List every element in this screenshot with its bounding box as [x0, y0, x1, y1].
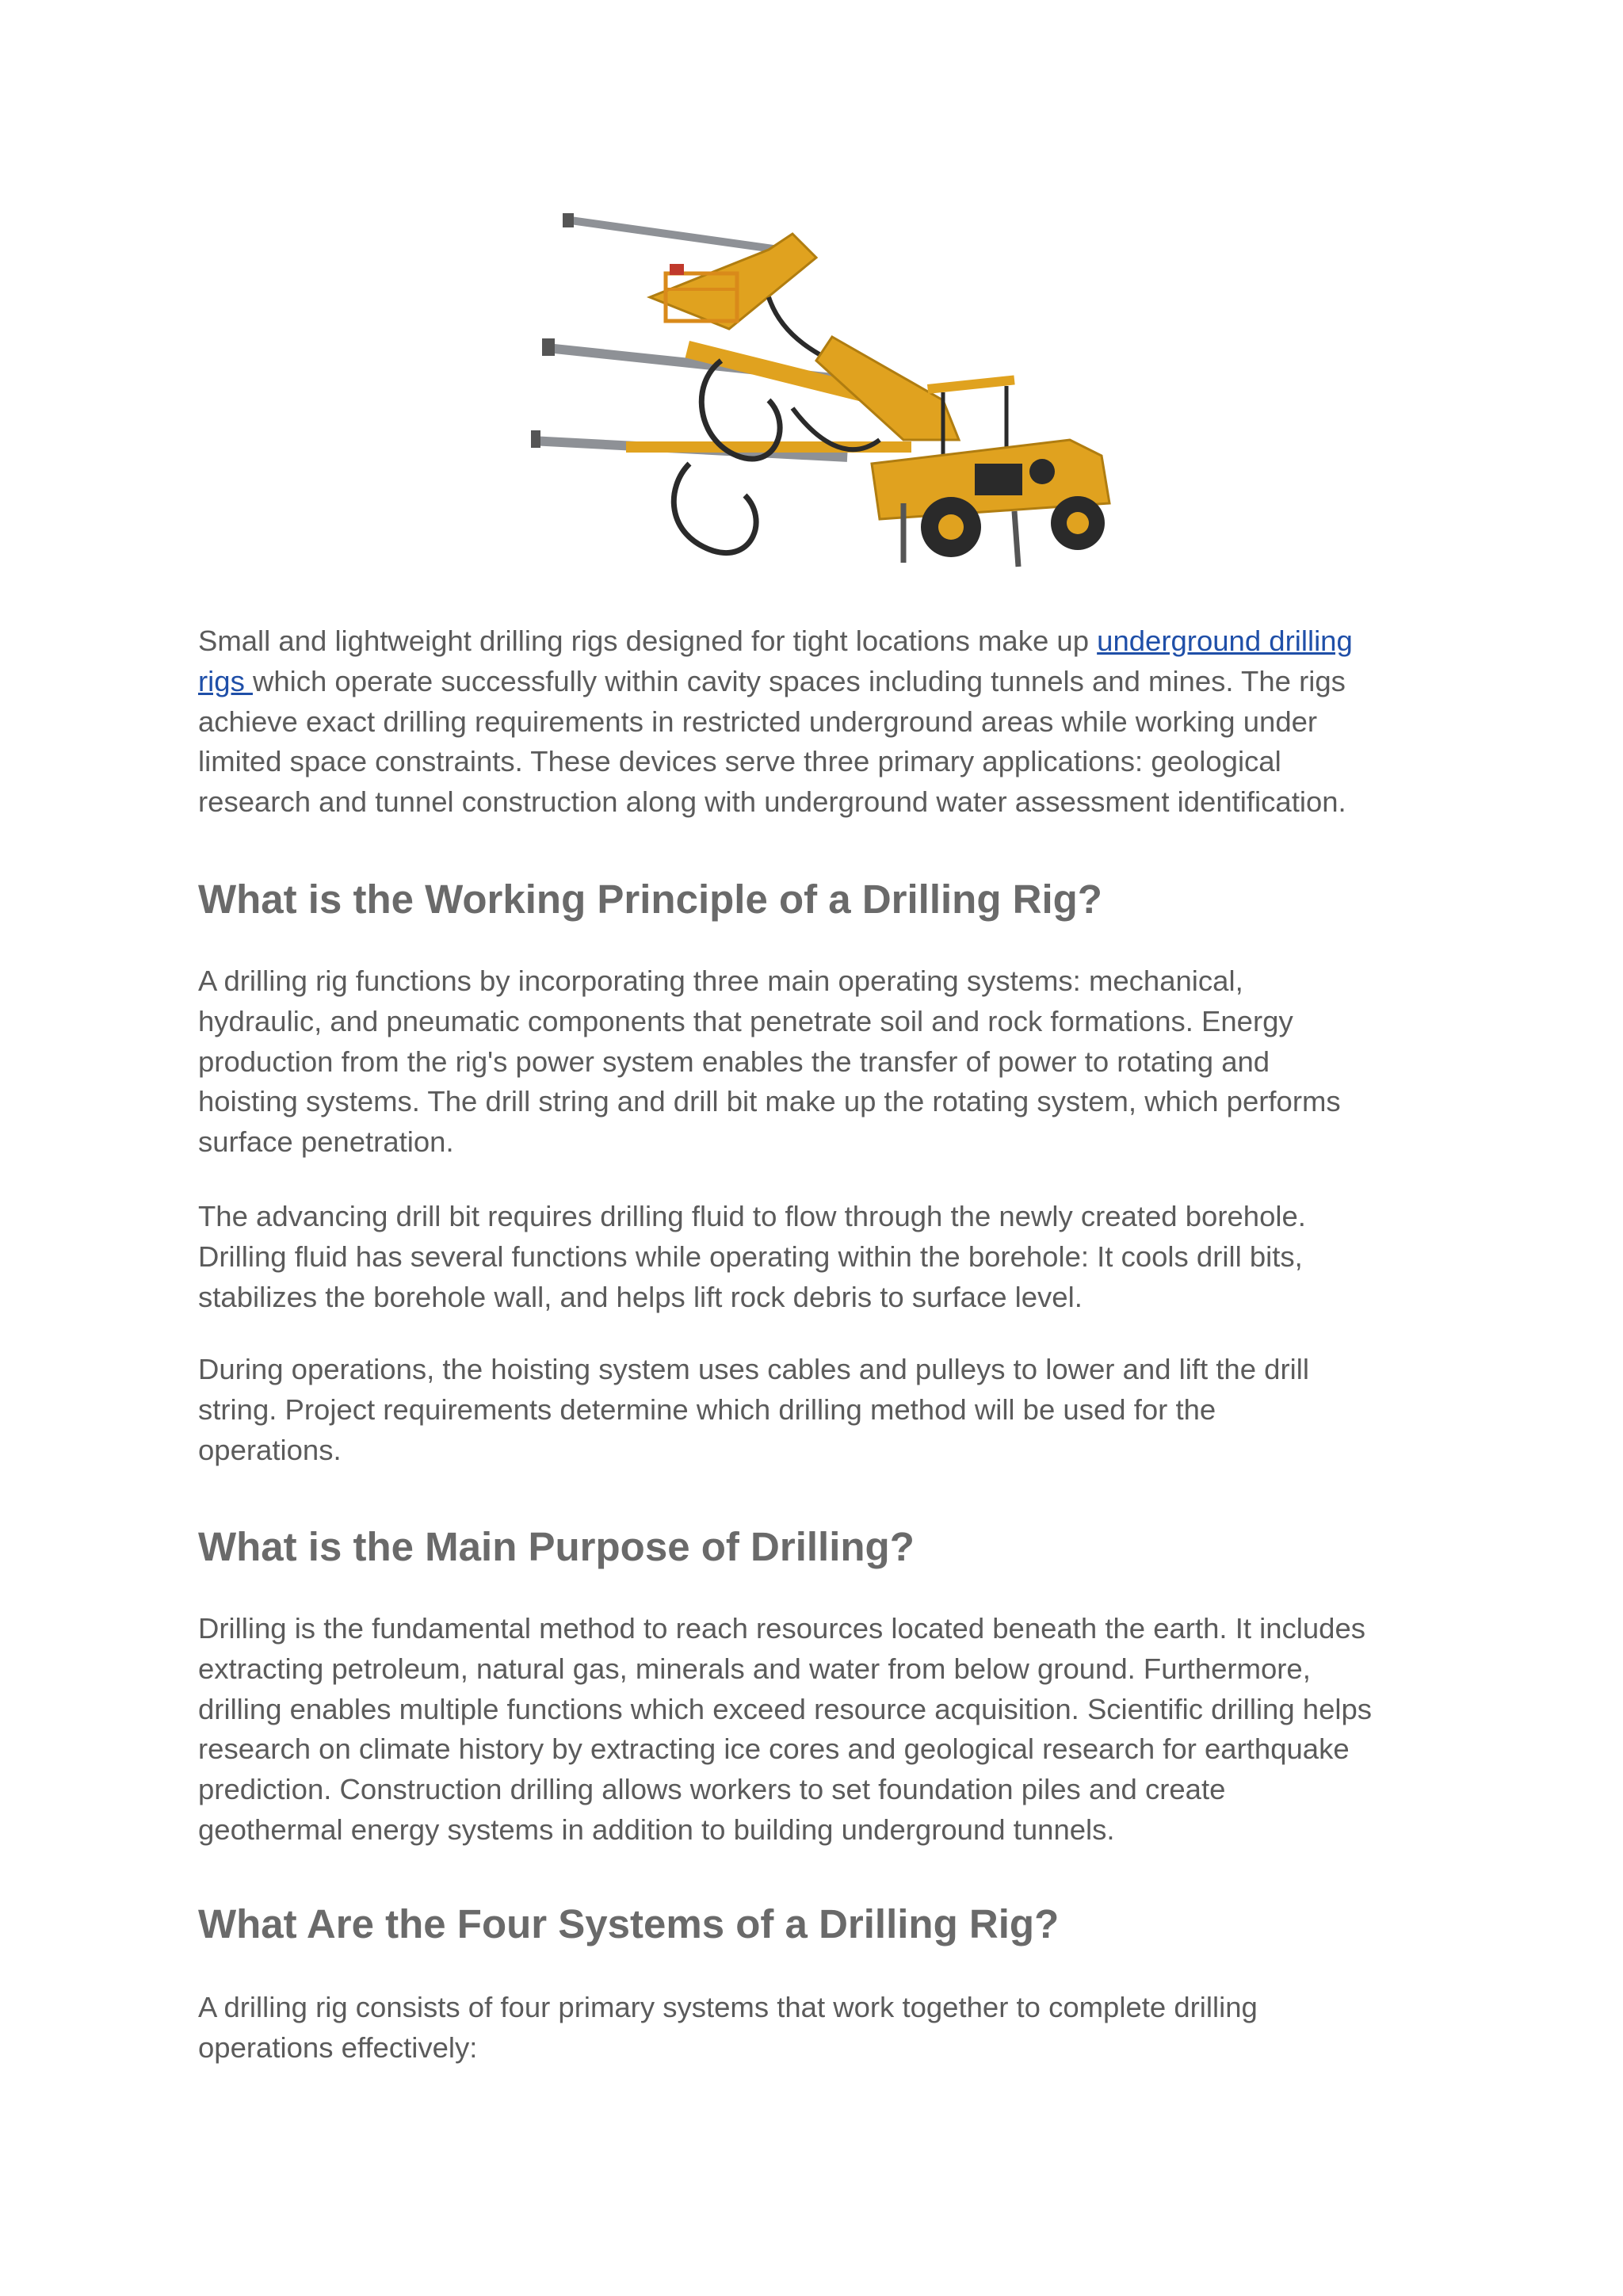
- paragraph-line: A drilling rig consists of four primary systems that work together to complete drilling: [198, 1991, 1258, 2023]
- underground-drilling-rig-image: [531, 202, 1133, 583]
- paragraph-line: extracting petroleum, natural gas, minerals and water from below ground. Furthermore,: [198, 1652, 1311, 1685]
- underground-drilling-rigs-link[interactable]: underground drilling: [1097, 625, 1353, 657]
- paragraph-line: geothermal energy systems in addition to building underground tunnels.: [198, 1813, 1115, 1846]
- paragraph-line: stabilizes the borehole wall, and helps lift rock debris to surface level.: [198, 1280, 1083, 1313]
- section-heading-working-principle: What is the Working Principle of a Drilling Rig?: [198, 877, 1102, 922]
- underground-drilling-rigs-link-cont[interactable]: rigs: [198, 664, 253, 697]
- paragraph-line: string. Project requirements determine which drilling method will be used for the: [198, 1392, 1216, 1426]
- section-paragraph: [198, 1197, 1434, 1317]
- paragraph-line: During operations, the hoisting system uses cables and pulleys to lower and lift the drill: [198, 1353, 1309, 1385]
- paragraph-line: prediction. Construction drilling allows workers to set foundation piles and create: [198, 1773, 1226, 1806]
- paragraph-line: The advancing drill bit requires drilling fluid to flow through the newly created borehole.: [198, 1200, 1306, 1232]
- intro-line: [198, 621, 1434, 662]
- paragraph-line: surface penetration.: [198, 1125, 454, 1159]
- intro-line: [198, 662, 1434, 702]
- section-paragraph: [198, 961, 1434, 1163]
- paragraph-line: drilling enables multiple functions which exceed resource acquisition. Scientific drilling helps: [198, 1692, 1373, 1725]
- intro-text: Small and lightweight drilling rigs designed for tight locations make up: [198, 625, 1098, 657]
- intro-paragraph: [198, 621, 1434, 823]
- section-paragraph: [198, 1609, 1434, 1851]
- paragraph-line: Drilling is the fundamental method to reach resources located beneath the earth. It includes: [198, 1612, 1366, 1645]
- intro-line: achieve exact drilling requirements in restricted underground areas while working under: [198, 705, 1318, 738]
- intro-line: research and tunnel construction along with underground water assessment identification.: [198, 785, 1346, 819]
- section-heading-main-purpose: What is the Main Purpose of Drilling?: [198, 1524, 915, 1569]
- paragraph-line: A drilling rig functions by incorporating three main operating systems: mechanical,: [198, 965, 1243, 997]
- paragraph-line: research on climate history by extracting ice cores and geological research for earthquake: [198, 1733, 1350, 1766]
- paragraph-line: production from the rig's power system enables the transfer of power to rotating and: [198, 1045, 1270, 1078]
- paragraph-line: operations.: [198, 1433, 342, 1466]
- section-paragraph: [198, 1350, 1434, 1470]
- paragraph-line: Drilling fluid has several functions while operating within the borehole: It cools drill bits,: [198, 1240, 1303, 1273]
- intro-text: which operate successfully within cavity spaces including tunnels and mines. The rigs: [252, 664, 1346, 697]
- paragraph-line: hydraulic, and pneumatic components that penetrate soil and rock formations. Energy: [198, 1004, 1293, 1037]
- paragraph-line: operations effectively:: [198, 2030, 478, 2064]
- section-paragraph: [198, 1988, 1434, 2069]
- intro-line: limited space constraints. These devices serve three primary applications: geological: [198, 745, 1281, 778]
- section-heading-four-systems: What Are the Four Systems of a Drilling Rig?: [198, 1901, 1060, 1946]
- paragraph-line: hoisting systems. The drill string and drill bit make up the rotating system, which performs: [198, 1085, 1341, 1118]
